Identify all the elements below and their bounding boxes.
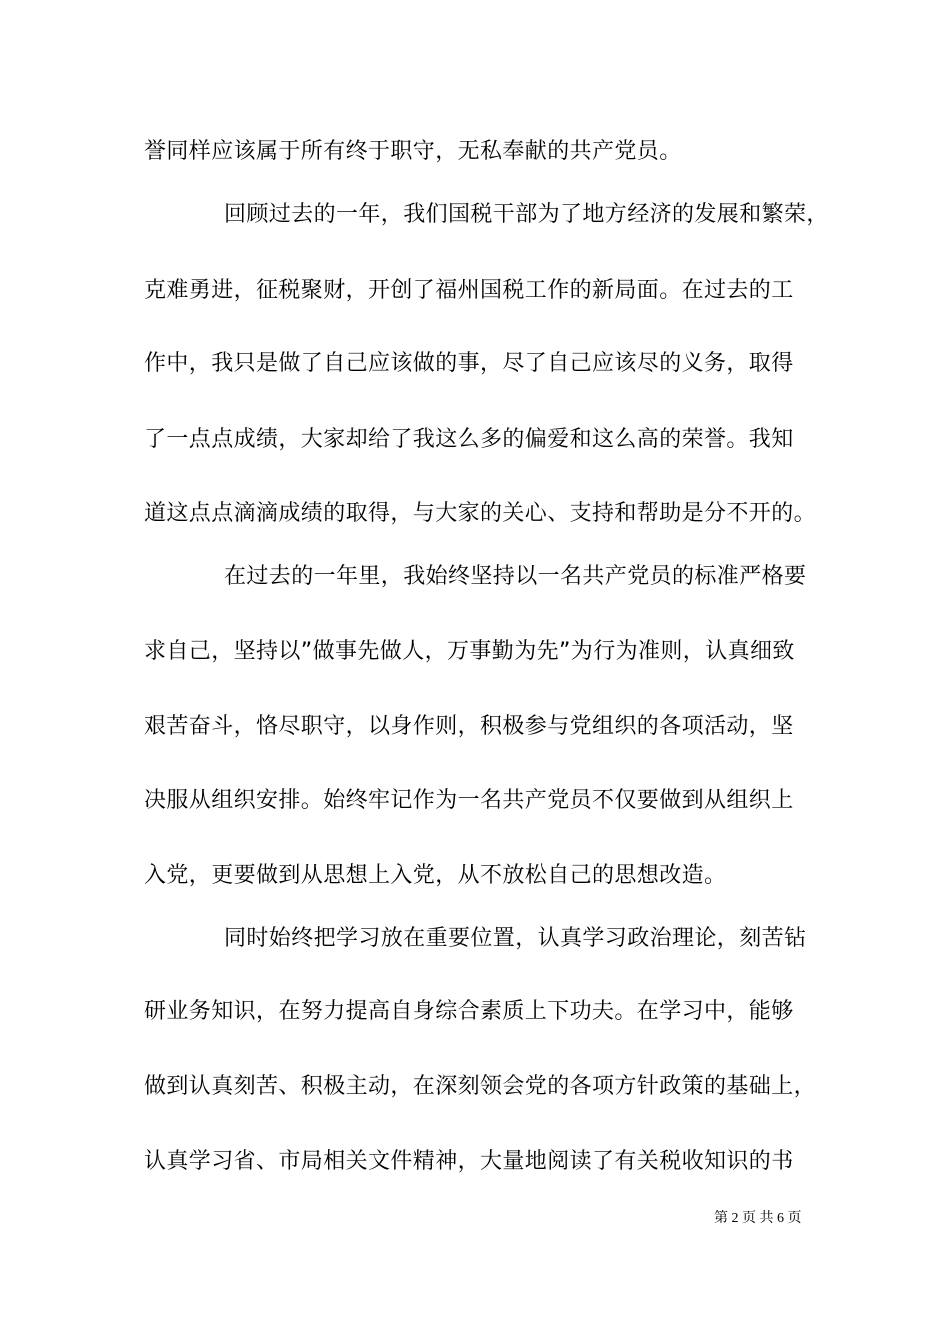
text-line: 克难勇进，征税聚财，开创了福州国税工作的新局面。在过去的工 <box>144 278 794 303</box>
text-line: 决服从组织安排。始终牢记作为一名共产党员不仅要做到从组织上 <box>144 788 794 813</box>
text-line: 了一点点成绩，大家却给了我这么多的偏爱和这么高的荣誉。我知 <box>144 427 794 452</box>
paragraph-start-line: 在过去的一年里，我始终坚持以一名共产党员的标准严格要 <box>224 564 807 589</box>
paragraph-start-line: 回顾过去的一年，我们国税干部为了地方经济的发展和繁荣， <box>224 202 829 227</box>
text-line: 作中，我只是做了自己应该做的事，尽了自己应该尽的义务，取得 <box>144 351 794 376</box>
text-line: 道这点点滴滴成绩的取得，与大家的关心、支持和帮助是分不开的。 <box>144 501 817 526</box>
text-line: 艰苦奋斗，恪尽职守，以身作则，积极参与党组织的各项活动，坚 <box>144 714 794 739</box>
text-line: 誉同样应该属于所有终于职守，无私奉献的共产党员。 <box>144 139 682 164</box>
text-line: 求自己，坚持以”做事先做人，万事勤为先”为行为准则，认真细致 <box>144 639 795 664</box>
text-line: 认真学习省、市局相关文件精神，大量地阅读了有关税收知识的书 <box>144 1149 794 1174</box>
text-line: 研业务知识，在努力提高自身综合素质上下功夫。在学习中，能够 <box>144 999 794 1024</box>
paragraph-start-line: 同时始终把学习放在重要位置，认真学习政治理论，刻苦钻 <box>224 926 807 951</box>
page-number: 第 2 页 共 6 页 <box>714 1211 802 1226</box>
text-line: 做到认真刻苦、积极主动，在深刻领会党的各项方针政策的基础上， <box>144 1074 817 1099</box>
text-line: 入党，更要做到从思想上入党，从不放松自己的思想改造。 <box>144 863 727 888</box>
